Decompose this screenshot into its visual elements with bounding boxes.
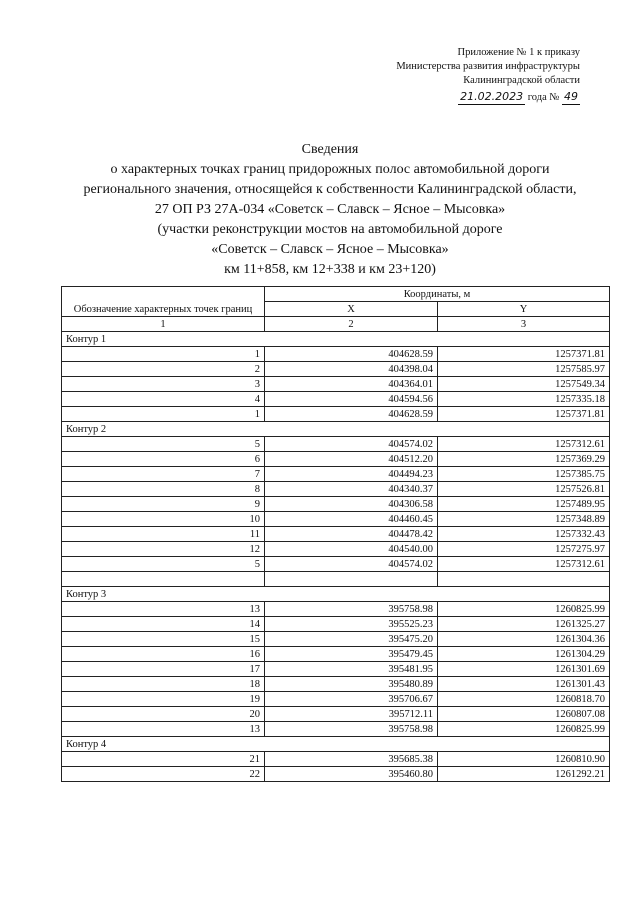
table-row	[62, 662, 610, 677]
x-coordinate-cell: 404594.56	[265, 392, 438, 407]
y-coordinate-cell: 1257526.81	[438, 482, 610, 497]
table-row	[62, 482, 610, 497]
x-coordinate-cell: 404364.01	[265, 377, 438, 392]
point-number-cell: 19	[62, 692, 265, 707]
x-coordinate-cell: 395460.80	[265, 767, 438, 782]
point-number-cell: 13	[62, 602, 265, 617]
x-coordinate-cell: 404340.37	[265, 482, 438, 497]
y-coordinate-cell: 1261292.21	[438, 767, 610, 782]
y-coordinate-cell: 1261301.43	[438, 677, 610, 692]
column-number: 3	[438, 317, 610, 332]
x-coordinate-cell: 404494.23	[265, 467, 438, 482]
x-coordinate-cell: 395475.20	[265, 632, 438, 647]
contour-label: Контур 2	[62, 422, 610, 437]
table-row	[62, 707, 610, 722]
empty-cell	[265, 572, 438, 587]
contour-row	[62, 332, 610, 347]
contour-row	[62, 737, 610, 752]
x-coordinate-cell: 404540.00	[265, 542, 438, 557]
y-coordinate-cell: 1261304.29	[438, 647, 610, 662]
x-coordinate-cell: 395712.11	[265, 707, 438, 722]
point-number-cell: 12	[62, 542, 265, 557]
x-coordinate-cell: 404628.59	[265, 347, 438, 362]
document-title: Сведения	[301, 142, 359, 157]
y-coordinate-cell: 1257348.89	[438, 512, 610, 527]
x-coordinate-cell: 404398.04	[265, 362, 438, 377]
coordinates-table	[61, 286, 610, 782]
point-number-cell: 2	[62, 362, 265, 377]
x-coordinate-cell: 395685.38	[265, 752, 438, 767]
x-coordinate-cell: 404306.58	[265, 497, 438, 512]
point-number-cell: 11	[62, 527, 265, 542]
header-point-designation: Обозначение характерных точек границ	[62, 287, 265, 317]
header-y: Y	[438, 302, 610, 317]
x-coordinate-cell: 404512.20	[265, 452, 438, 467]
point-number-cell: 22	[62, 767, 265, 782]
table-row	[62, 377, 610, 392]
table-row	[62, 767, 610, 782]
y-coordinate-cell: 1261304.36	[438, 632, 610, 647]
point-number-cell: 8	[62, 482, 265, 497]
table-row	[62, 437, 610, 452]
y-coordinate-cell: 1257312.61	[438, 557, 610, 572]
table-row	[62, 452, 610, 467]
empty-cell	[62, 572, 265, 587]
point-number-cell: 14	[62, 617, 265, 632]
contour-label: Контур 1	[62, 332, 610, 347]
y-coordinate-cell: 1261325.27	[438, 617, 610, 632]
header-x: X	[265, 302, 438, 317]
point-number-cell: 1	[62, 407, 265, 422]
y-coordinate-cell: 1257371.81	[438, 347, 610, 362]
appendix-line-2: Министерства развития инфраструктуры	[396, 61, 580, 72]
heading-line-5: «Советск – Славск – Ясное – Мысовка»	[211, 242, 449, 257]
x-coordinate-cell: 404574.02	[265, 557, 438, 572]
point-number-cell: 6	[62, 452, 265, 467]
y-coordinate-cell: 1257332.43	[438, 527, 610, 542]
point-number-cell: 16	[62, 647, 265, 662]
y-coordinate-cell: 1257385.75	[438, 467, 610, 482]
table-row	[62, 677, 610, 692]
heading-line-3: 27 ОП РЗ 27А-034 «Советск – Славск – Ясное – Мысовка»	[154, 202, 506, 217]
y-coordinate-cell: 1257549.34	[438, 377, 610, 392]
empty-cell	[438, 572, 610, 587]
point-number-cell: 7	[62, 467, 265, 482]
point-number-cell: 1	[62, 347, 265, 362]
x-coordinate-cell: 404478.42	[265, 527, 438, 542]
contour-row	[62, 587, 610, 602]
appendix-line-1: Приложение № 1 к приказу	[457, 47, 580, 58]
x-coordinate-cell: 404460.45	[265, 512, 438, 527]
point-number-cell: 4	[62, 392, 265, 407]
table-row	[62, 632, 610, 647]
appendix-block	[320, 46, 580, 105]
point-number-cell: 18	[62, 677, 265, 692]
order-date-handwritten: 21.02.2023	[460, 90, 524, 103]
appendix-line-3: Калининградской области	[463, 75, 580, 86]
y-coordinate-cell: 1257369.29	[438, 452, 610, 467]
point-number-cell: 15	[62, 632, 265, 647]
contour-label: Контур 4	[62, 737, 610, 752]
point-number-cell: 3	[62, 377, 265, 392]
x-coordinate-cell: 404628.59	[265, 407, 438, 422]
y-coordinate-cell: 1260807.08	[438, 707, 610, 722]
point-number-cell: 10	[62, 512, 265, 527]
x-coordinate-cell: 395706.67	[265, 692, 438, 707]
order-number-handwritten: 49	[564, 90, 578, 103]
y-coordinate-cell: 1260825.99	[438, 722, 610, 737]
contour-label: Контур 3	[62, 587, 610, 602]
table-body	[62, 332, 610, 782]
column-number: 1	[62, 317, 265, 332]
spacer-row	[62, 572, 610, 587]
table-row	[62, 362, 610, 377]
point-number-cell: 17	[62, 662, 265, 677]
table-row	[62, 692, 610, 707]
y-coordinate-cell: 1257312.61	[438, 437, 610, 452]
table-row	[62, 617, 610, 632]
table-row	[62, 467, 610, 482]
heading-line-1: о характерных точках границ придорожных полос автомобильной дороги	[110, 162, 550, 177]
point-number-cell: 5	[62, 557, 265, 572]
table-row	[62, 542, 610, 557]
x-coordinate-cell: 395758.98	[265, 602, 438, 617]
x-coordinate-cell: 395480.89	[265, 677, 438, 692]
heading-line-6: км 11+858, км 12+338 и км 23+120)	[224, 262, 436, 277]
table-row	[62, 557, 610, 572]
table-row	[62, 497, 610, 512]
order-year-label: года №	[527, 92, 560, 103]
header-coordinates: Координаты, м	[265, 287, 610, 302]
point-number-cell: 13	[62, 722, 265, 737]
x-coordinate-cell: 395481.95	[265, 662, 438, 677]
point-number-cell: 20	[62, 707, 265, 722]
y-coordinate-cell: 1260810.90	[438, 752, 610, 767]
y-coordinate-cell: 1257275.97	[438, 542, 610, 557]
point-number-cell: 21	[62, 752, 265, 767]
y-coordinate-cell: 1260825.99	[438, 602, 610, 617]
x-coordinate-cell: 395525.23	[265, 617, 438, 632]
x-coordinate-cell: 404574.02	[265, 437, 438, 452]
point-number-cell: 5	[62, 437, 265, 452]
x-coordinate-cell: 395758.98	[265, 722, 438, 737]
table-row	[62, 647, 610, 662]
y-coordinate-cell: 1257335.18	[438, 392, 610, 407]
y-coordinate-cell: 1257489.95	[438, 497, 610, 512]
table-row	[62, 392, 610, 407]
table-row	[62, 407, 610, 422]
table-row	[62, 752, 610, 767]
column-number: 2	[265, 317, 438, 332]
table-row	[62, 347, 610, 362]
y-coordinate-cell: 1257585.97	[438, 362, 610, 377]
y-coordinate-cell: 1260818.70	[438, 692, 610, 707]
y-coordinate-cell: 1261301.69	[438, 662, 610, 677]
order-date-line	[320, 90, 580, 105]
table-row	[62, 527, 610, 542]
x-coordinate-cell: 395479.45	[265, 647, 438, 662]
table-row	[62, 722, 610, 737]
heading-line-2: регионального значения, относящейся к собственности Калининградской области,	[83, 182, 577, 197]
heading-line-4: (участки реконструкции мостов на автомобильной дороге	[157, 222, 503, 237]
y-coordinate-cell: 1257371.81	[438, 407, 610, 422]
contour-row	[62, 422, 610, 437]
point-number-cell: 9	[62, 497, 265, 512]
table-row	[62, 602, 610, 617]
table-row	[62, 512, 610, 527]
document-heading	[50, 140, 610, 280]
